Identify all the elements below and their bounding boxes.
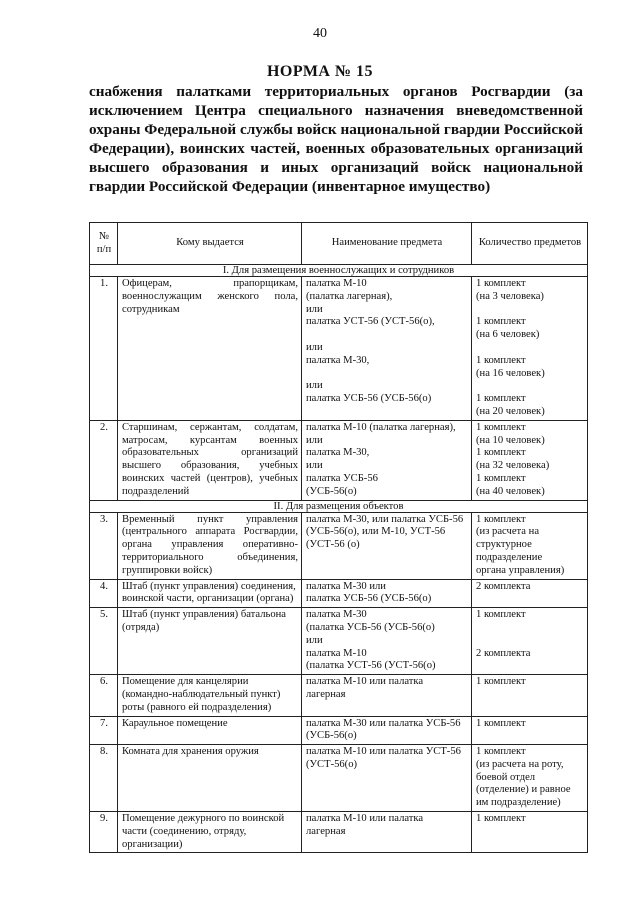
header-num: № п/п (90, 223, 118, 265)
row-number: 2. (90, 420, 118, 500)
qty-cell: 1 комплект 2 комплекта (472, 608, 588, 675)
recipient-cell: Штаб (пункт управления) батальона (отряда) (118, 608, 302, 675)
table-row (90, 608, 588, 675)
item-cell: палатка М-30 или палатка УСБ-56 (УСБ-56(о) (302, 716, 472, 745)
section-row (90, 500, 588, 512)
recipient-cell: Старшинам, сержантам, солдатам, матросам, курсантам военных образовательных организаций высшего образования, учебных воинских частей (центров), учебных подразделений (118, 420, 302, 500)
section-title: II. Для размещения объектов (90, 500, 588, 512)
row-number: 1. (90, 277, 118, 421)
table-row (90, 512, 588, 579)
item-cell: палатка М-30, или палатка УСБ-56 (УСБ-56(о), или М-10, УСТ-56 (УСТ-56 (о) (302, 512, 472, 579)
item-cell: палатка М-30 (палатка УСБ-56 (УСБ-56(о) или палатка М-10 (палатка УСТ-56 (УСТ-56(о) (302, 608, 472, 675)
qty-cell: 1 комплект (на 3 человека) 1 комплект (на 6 человек) 1 комплект (на 16 человек) 1 комплект (на 20 человек) (472, 277, 588, 421)
recipient-cell: Караульное помещение (118, 716, 302, 745)
table-row (90, 277, 588, 421)
qty-cell: 2 комплекта (472, 579, 588, 608)
table-row (90, 579, 588, 608)
page-number: 40 (313, 26, 327, 41)
qty-cell: 1 комплект (из расчета на структурное подразделение органа управления) (472, 512, 588, 579)
row-number: 9. (90, 812, 118, 853)
item-cell: палатка М-10 или палатка лагерная (302, 812, 472, 853)
table-row (90, 420, 588, 500)
item-cell: палатка М-10 (палатка лагерная), или палатка УСТ-56 (УСТ-56(о), или палатка М-30, или палатка УСБ-56 (УСБ-56(о) (302, 277, 472, 421)
row-number: 8. (90, 745, 118, 812)
norm-title: НОРМА № 15 (266, 63, 374, 80)
qty-cell: 1 комплект (472, 675, 588, 716)
header-qty: Количество предметов (472, 223, 588, 265)
recipient-cell: Штаб (пункт управления) соединения, воинской части, организации (органа) (118, 579, 302, 608)
row-number: 4. (90, 579, 118, 608)
item-cell: палатка М-30 или палатка УСБ-56 (УСБ-56(о) (302, 579, 472, 608)
row-number: 3. (90, 512, 118, 579)
table-header-row (90, 223, 588, 265)
recipient-cell: Комната для хранения оружия (118, 745, 302, 812)
qty-cell: 1 комплект (на 10 человек) 1 комплект (на 32 человека) 1 комплект (на 40 человек) (472, 420, 588, 500)
section-title: I. Для размещения военнослужащих и сотрудников (90, 265, 588, 277)
recipient-cell: Офицерам, прапорщикам, военнослужащим женского пола, сотрудникам (118, 277, 302, 421)
item-cell: палатка М-10 или палатка лагерная (302, 675, 472, 716)
recipient-cell: Помещение для канцелярии (командно-наблюдательный пункт) роты (равного ей подразделения) (118, 675, 302, 716)
qty-cell: 1 комплект (из расчета на роту, боевой отдел (отделение) и равное им подразделение) (472, 745, 588, 812)
qty-cell: 1 комплект (472, 812, 588, 853)
table-row (90, 812, 588, 853)
item-cell: палатка М-10 (палатка лагерная), или палатка М-30, или палатка УСБ-56 (УСБ-56(о) (302, 420, 472, 500)
row-number: 7. (90, 716, 118, 745)
table-row (90, 675, 588, 716)
supply-table (89, 222, 588, 853)
norm-subtitle: снабжения палатками территориальных органов Росгвардии (за исключением Центра специального назначения вневедомственной охраны Федеральной службы войск национальной гвардии Российской Федерации), воинских частей, военных образовательных организаций высшего образования и иных организаций войск национальной гвардии Российской Федерации (инвентарное имущество) (89, 83, 583, 195)
table-row (90, 745, 588, 812)
qty-cell: 1 комплект (472, 716, 588, 745)
header-item: Наименование предмета (302, 223, 472, 265)
item-cell: палатка М-10 или палатка УСТ-56 (УСТ-56(о) (302, 745, 472, 812)
header-recipient: Кому выдается (118, 223, 302, 265)
row-number: 5. (90, 608, 118, 675)
recipient-cell: Временный пункт управления (центрального аппарата Росгвардии, органа управления оперативно-территориального объединения, группировки войск) (118, 512, 302, 579)
section-row (90, 265, 588, 277)
table-row (90, 716, 588, 745)
recipient-cell: Помещение дежурного по воинской части (соединению, отряду, организации) (118, 812, 302, 853)
row-number: 6. (90, 675, 118, 716)
